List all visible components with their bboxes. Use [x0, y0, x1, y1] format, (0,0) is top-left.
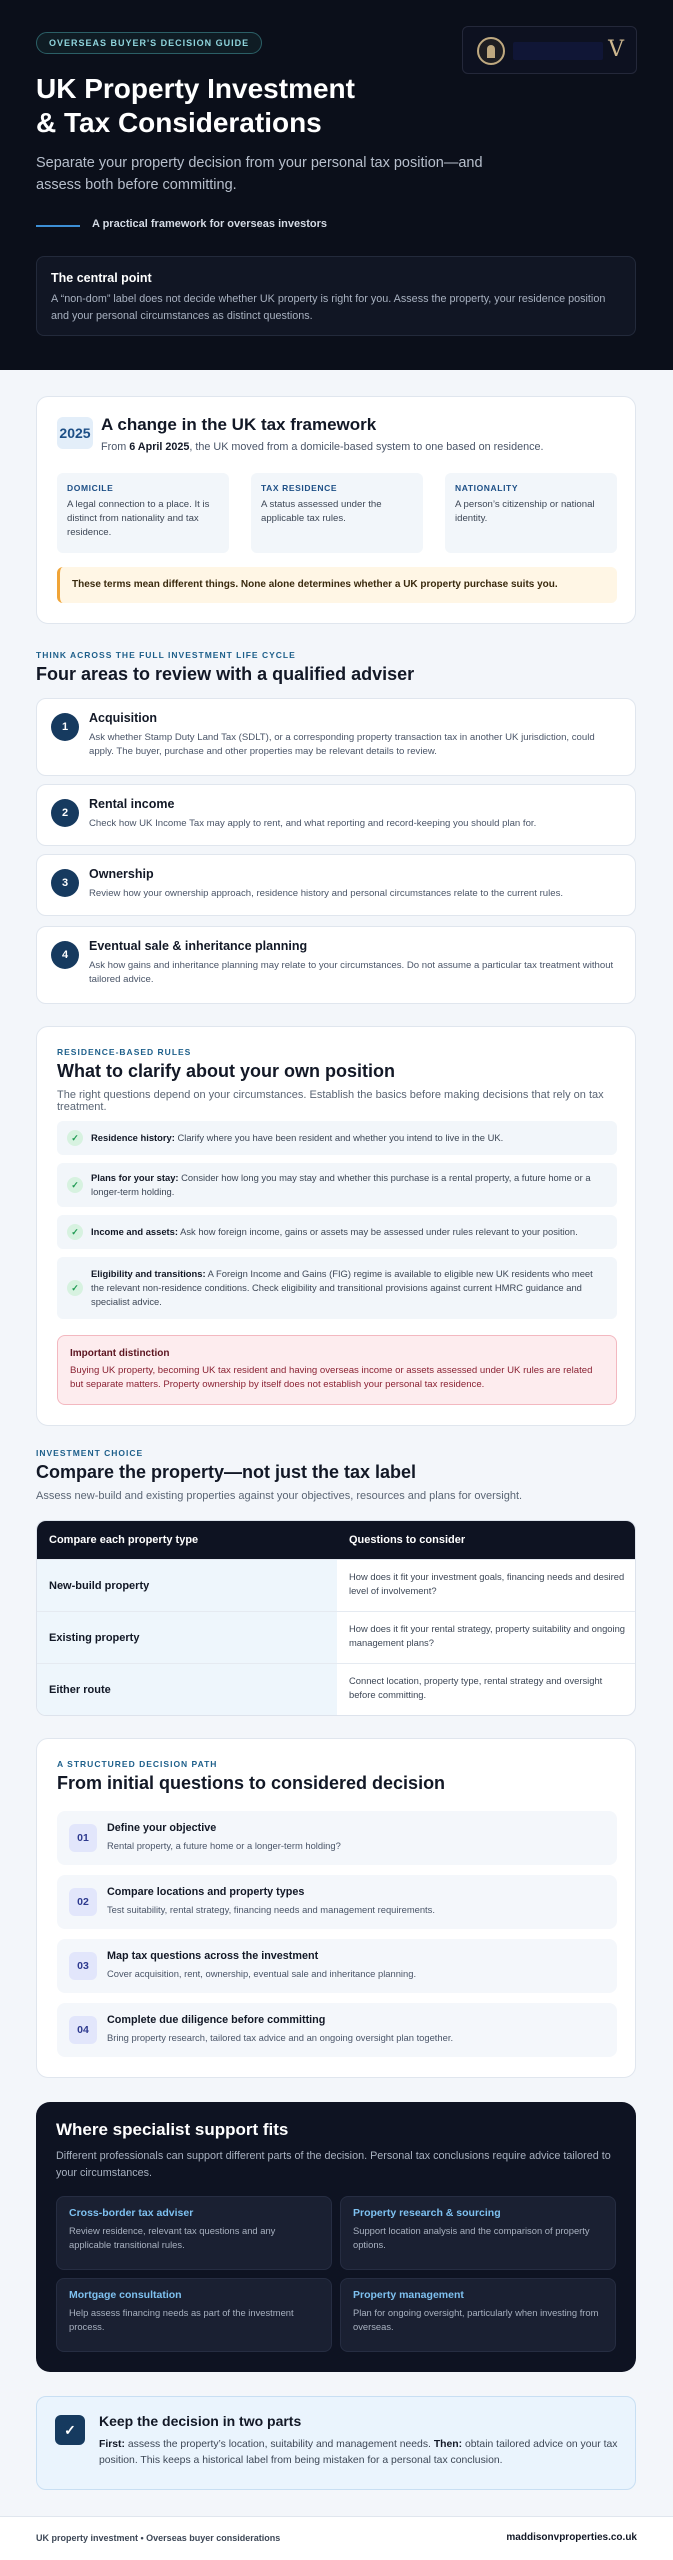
table-row — [37, 1559, 636, 1611]
definition-text: A status assessed under the applicable tax rules. — [261, 499, 382, 524]
support-subtitle: Different professionals can support different parts of the decision. Personal tax conclusions require advice tailored to your circumstances. — [56, 2150, 611, 2179]
check-icon: ✓ — [67, 1177, 83, 1193]
page-title-line2: & Tax Considerations — [36, 107, 322, 138]
hero-section — [0, 0, 673, 370]
area-title: Eventual sale & inheritance planning — [89, 939, 308, 953]
area-text: Ask whether Stamp Duty Land Tax (SDLT), or a corresponding property transaction tax in another UK jurisdiction, could apply. The buyer, purchase and other properties may be relevant details to review. — [89, 732, 595, 757]
footer — [0, 2516, 673, 2560]
residence-item — [57, 1121, 617, 1155]
residence-subtitle: The right questions depend on your circumstances. Establish the basics before making decisions that rely on tax treatment. — [57, 1089, 604, 1113]
table-header-col2: Questions to consider — [349, 1534, 466, 1546]
choice-title: Compare the property—not just the tax label — [36, 1462, 417, 1482]
table-header — [37, 1521, 636, 1559]
table-header-col1: Compare each property type — [49, 1534, 199, 1546]
path-step — [57, 1811, 617, 1865]
check-icon: ✓ — [67, 1130, 83, 1146]
table-cell-question: How does it fit your rental strategy, property suitability and ongoing management plans? — [349, 1623, 626, 1648]
final-title: Keep the decision in two parts — [99, 2413, 302, 2429]
area-number: 2 — [51, 799, 79, 827]
support-box-tax-adviser — [56, 2196, 332, 2270]
hero-accent-line — [36, 225, 80, 227]
tax-framework-card — [36, 396, 636, 624]
step-text: Rental property, a future home or a longer-term holding? — [107, 1840, 341, 1851]
definition-label: TAX RESIDENCE — [261, 483, 338, 493]
path-eyebrow: A STRUCTURED DECISION PATH — [57, 1759, 218, 1769]
area-title: Acquisition — [89, 711, 158, 725]
check-icon: ✓ — [67, 1280, 83, 1296]
support-box-mortgage — [56, 2278, 332, 2352]
support-box-text: Plan for ongoing oversight, particularly when investing from overseas. — [353, 2307, 599, 2332]
decision-path-card — [36, 1738, 636, 2078]
year-badge: 2025 — [57, 417, 93, 449]
areas-eyebrow: THINK ACROSS THE FULL INVESTMENT LIFE CYCLE — [36, 650, 296, 660]
central-point-title: The central point — [51, 271, 152, 285]
check-icon: ✓ — [55, 2415, 85, 2445]
area-number: 1 — [51, 713, 79, 741]
hero-subtitle: Separate your property decision from your personal tax position—and assess both before committing. — [36, 155, 483, 193]
definition-text: A person’s citizenship or national identity. — [455, 499, 595, 524]
area-acquisition — [36, 698, 636, 776]
central-point-text: A “non-dom” label does not decide whether UK property is right for you. Assess the property, your residence position and your personal circumstances as distinct questions. — [51, 293, 606, 322]
area-sale-inheritance — [36, 926, 636, 1004]
definition-tax-residence — [251, 473, 423, 553]
area-text: Review how your ownership approach, residence history and personal circumstances relate to the current rules. — [89, 888, 564, 899]
area-text: Check how UK Income Tax may apply to rent, and what reporting and record-keeping you should plan for. — [89, 818, 537, 829]
residence-item — [57, 1215, 617, 1249]
table-cell-type: Existing property — [37, 1612, 337, 1664]
hero-tagline: A practical framework for overseas investors — [92, 218, 327, 230]
logo-letter: V — [608, 37, 624, 62]
table-row — [37, 1663, 636, 1715]
support-title: Where specialist support fits — [56, 2120, 289, 2139]
path-step — [57, 1939, 617, 1993]
area-ownership — [36, 854, 636, 916]
definition-text: A legal connection to a place. It is distinct from nationality and tax residence. — [67, 499, 210, 538]
footer-caption: UK property investment • Overseas buyer considerations — [36, 2533, 281, 2543]
final-text: First: assess the property’s location, suitability and management needs. Then: obtain tailored advice on your tax position. This keeps a historical label from being mistaken for a personal tax conclusion. — [99, 2439, 618, 2466]
areas-title: Four areas to review with a qualified adviser — [36, 664, 415, 684]
central-point-box — [36, 256, 636, 336]
support-box-text: Review residence, relevant tax questions and any applicable transitional rules. — [69, 2225, 276, 2250]
area-number: 3 — [51, 869, 79, 897]
path-step — [57, 2003, 617, 2057]
step-number: 01 — [69, 1824, 97, 1852]
framework-title: A change in the UK tax framework — [101, 415, 377, 434]
residence-card — [36, 1026, 636, 1426]
support-box-title: Property management — [353, 2289, 464, 2301]
step-number: 04 — [69, 2016, 97, 2044]
area-title: Rental income — [89, 797, 175, 811]
definition-label: DOMICILE — [67, 483, 114, 493]
logo-wordmark — [513, 42, 603, 60]
important-text: Buying UK property, becoming UK tax resident and having overseas income or assets assessed under UK rules are related but separate matters. Property ownership by itself does not establish your personal tax residence. — [70, 1365, 593, 1390]
step-title: Define your objective — [107, 1822, 217, 1834]
area-title: Ownership — [89, 867, 154, 881]
step-text: Test suitability, rental strategy, financing needs and management requirements. — [107, 1904, 435, 1915]
support-box-text: Support location analysis and the comparison of property options. — [353, 2225, 590, 2250]
step-title: Compare locations and property types — [107, 1886, 305, 1898]
important-distinction-box — [57, 1335, 617, 1405]
specialist-support-section — [36, 2102, 636, 2372]
framework-subtitle: From 6 April 2025, the UK moved from a domicile-based system to one based on residence. — [101, 441, 544, 453]
support-box-research — [340, 2196, 616, 2270]
choice-subtitle: Assess new-build and existing properties against your objectives, resources and plans for oversight. — [36, 1490, 523, 1502]
residence-item-text: Residence history: Clarify where you have been resident and whether you intend to live in the UK. — [91, 1132, 504, 1143]
page-title — [36, 72, 496, 140]
step-text: Cover acquisition, rent, ownership, eventual sale and inheritance planning. — [107, 1968, 417, 1979]
step-number: 02 — [69, 1888, 97, 1916]
page-title-line1: UK Property Investment — [36, 73, 355, 104]
hero-eyebrow: OVERSEAS BUYER'S DECISION GUIDE — [36, 32, 262, 54]
footer-website-link[interactable]: maddisonvproperties.co.uk — [506, 2532, 637, 2543]
definition-label: NATIONALITY — [455, 483, 519, 493]
brand-logo[interactable] — [462, 26, 637, 74]
step-title: Map tax questions across the investment — [107, 1950, 319, 1962]
table-cell-question: How does it fit your investment goals, financing needs and desired level of involvement? — [349, 1571, 625, 1596]
two-parts-callout — [36, 2396, 636, 2490]
residence-item — [57, 1163, 617, 1207]
residence-item — [57, 1257, 617, 1319]
area-rental-income — [36, 784, 636, 846]
support-box-title: Mortgage consultation — [69, 2289, 182, 2301]
residence-item-text: Income and assets: Ask how foreign income, gains or assets may be assessed under rules relevant to your position. — [91, 1226, 578, 1237]
area-text: Ask how gains and inheritance planning may relate to your circumstances. Do not assume a particular tax treatment without tailored advice. — [89, 960, 614, 985]
logo-seal-icon — [477, 37, 505, 65]
area-number: 4 — [51, 941, 79, 969]
step-title: Complete due diligence before committing — [107, 2014, 326, 2026]
residence-title: What to clarify about your own position — [57, 1061, 395, 1081]
step-text: Bring property research, tailored tax advice and an ongoing oversight plan together. — [107, 2032, 454, 2043]
comparison-table — [36, 1520, 636, 1716]
support-box-text: Help assess financing needs as part of the investment process. — [69, 2307, 294, 2332]
path-title: From initial questions to considered decision — [57, 1773, 446, 1793]
path-step — [57, 1875, 617, 1929]
residence-item-text: Eligibility and transitions: A Foreign Income and Gains (FIG) regime is available to eligible new UK residents who meet the relevant non-residence conditions. Check eligibility and transitional provisions against current HMRC guidance and specialist advice. — [91, 1268, 593, 1307]
framework-note: These terms mean different things. None alone determines whether a UK property purchase suits you. — [57, 567, 617, 603]
definition-nationality — [445, 473, 617, 553]
check-icon: ✓ — [67, 1224, 83, 1240]
definition-domicile — [57, 473, 229, 553]
step-number: 03 — [69, 1952, 97, 1980]
table-cell-type: Either route — [37, 1664, 337, 1716]
support-box-title: Property research & sourcing — [353, 2207, 501, 2219]
table-cell-question: Connect location, property type, rental strategy and oversight before committing. — [349, 1675, 603, 1700]
choice-eyebrow: INVESTMENT CHOICE — [36, 1448, 144, 1458]
table-row — [37, 1611, 636, 1663]
table-cell-type: New-build property — [37, 1560, 337, 1612]
support-box-management — [340, 2278, 616, 2352]
important-title: Important distinction — [70, 1348, 170, 1359]
support-box-title: Cross-border tax adviser — [69, 2207, 194, 2219]
residence-eyebrow: RESIDENCE-BASED RULES — [57, 1047, 192, 1057]
residence-item-text: Plans for your stay: Consider how long you may stay and whether this purchase is a rental property, a future home or a longer-term holding. — [91, 1172, 591, 1197]
